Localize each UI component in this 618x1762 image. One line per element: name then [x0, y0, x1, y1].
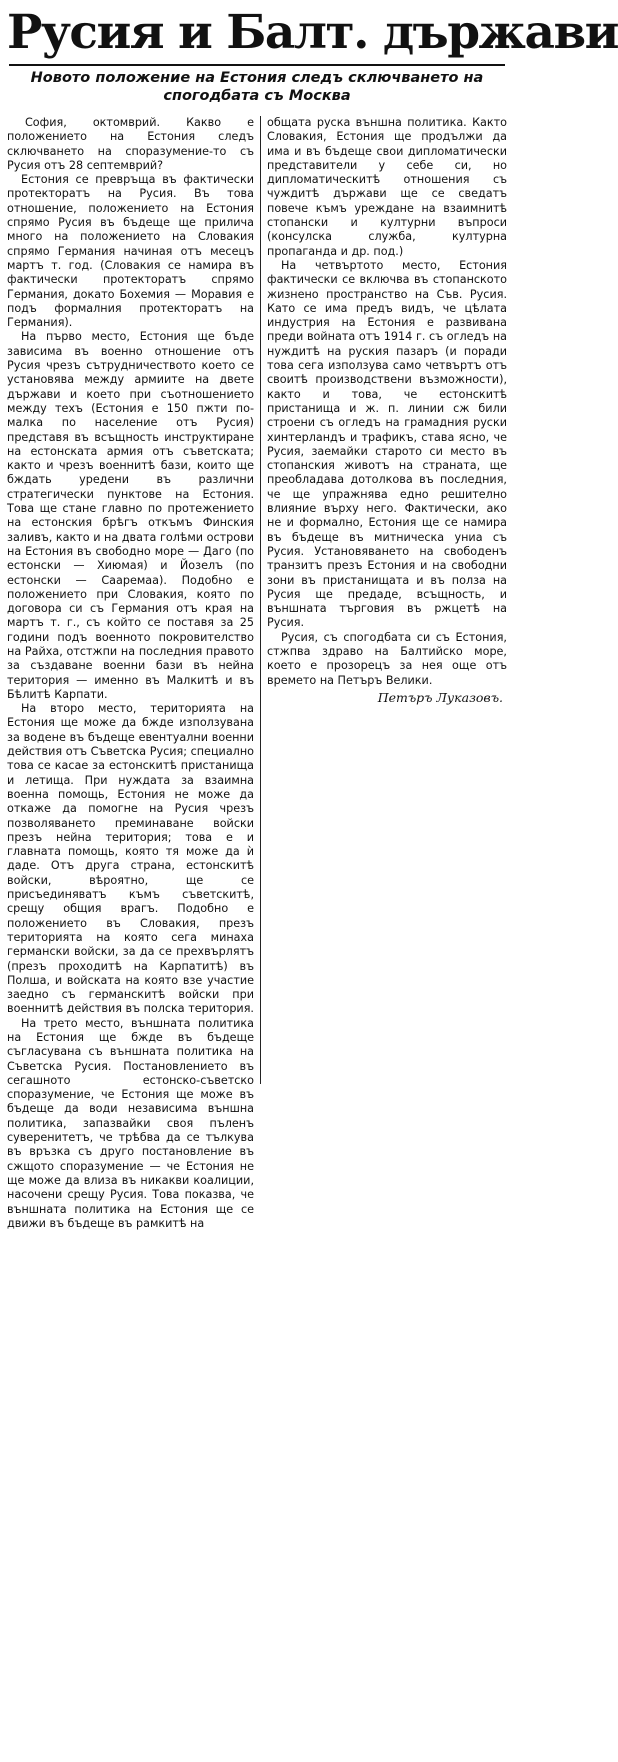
headline-rule — [9, 64, 505, 66]
article-paragraph: общата руска външна политика. Както Словакия, Естония ще продължи да има и въ бъдеще свои дипломатически представители у себе си, но дипломатическитѣ отношения съ чуждитѣ държави ще се сведатъ повече къмъ уреждане на взаимнитѣ стопански и културни въпроси (консулска служба, културна пропаганда и др. под.) — [267, 116, 507, 258]
article-paragraph: На четвъртото место, Естония фактически се включва въ стопанското жизнено пространство на Съв. Русия. Като се има предъ видъ, че цѣлата индустрия на Естония е развивана преди войната отъ 1914 г. съ огледъ на нуждитѣ на руския пазаръ (и поради това сега използува само четвъртъ отъ своитѣ производствени възможности), както и това, че естонскитѣ пристанища и ж. п. линии сж били строени съ огледъ на грамадния руски хинтерландъ и трафикъ, става ясно, че Русия, заемайки старото си место въ стопанския животъ на страната, ще преобладава дотолкова въ последния, че ще упражнява едно решително влияние върху него. Фактически, ако не и формално, Естония ще се намира въ бъдеще въ митническа униа съ Русия. Установяването на свободенъ транзитъ презъ Естония и на свободни зони въ пристанищата и въ полза на Русия ще предаде, всъщность, и външната търговия въ ржцетѣ на Русия. — [267, 258, 507, 630]
right-column — [261, 116, 507, 1758]
left-column — [7, 116, 260, 1758]
article-paragraph: На първо место, Естония ще бъде зависима въ военно отношение отъ Русия чрезъ сътрудничеството което се установява между армиите на двете държави и което при съотношението между техъ (Естония е 150 пжти по-малка по население отъ Русия) представя въ всъщность инструктиране на естонската армия отъ съветската; както и чрезъ военнитѣ бази, които ще бждать уредени въ различни стратегически пунктове на Естония. Това ще стане главно по протежението на естонския брѣгъ откъмъ Финския заливъ, както и на двата голѣми острови на Естония въ свободно море — Даго (по естонски — Хиюмая) и Йозелъ (по естонски — Сааремаа). Подобно е положението при Словакия, която по договора си съ Германия отъ края на мартъ т. г., съ който се поставя за 25 години подъ военното покровителство на Райха, отстжпи на последния правото за създаване военни бази въ нейна територия — именно въ Малкитѣ и въ Бѣлитѣ Карпати. — [7, 330, 254, 701]
author-signature: Петъръ Луказовъ. — [377, 689, 503, 705]
article-paragraph: На трето место, външната политика на Естония ще бжде въ бъдеще съгласувана съ външната политика на Съветска Русия. Постановлението въ сегашното естонско-съветско споразумение, че Естония ще може въ бъдеще да води независима външна политика, запазвайки своя пъленъ суверенитетъ, че трѣбва да се тълкува въ връзка съ друго постановление въ сжщото споразумение — че Естония не ще може да влиза въ никакви коалиции, насочени срещу Русия. Това показва, че външната политика на Естония ще се движи въ бъдеще въ рамкитѣ на — [7, 1016, 254, 1230]
article-body — [7, 116, 507, 1758]
article-paragraph: София, октомврий. Какво е положението на Естония следъ сключването на споразумение-то съ Русия отъ 28 септемврий? — [7, 116, 254, 172]
article-paragraph: На второ место, територията на Естония ще може да бжде използувана за водене въ бъдеще евентуални военни действия отъ Съветска Русия; специално това се касае за естонскитѣ пристанища и летища. При нуждата за взаимна военна помощь, Естония не може да откаже да помогне на Русия чрезъ позволяването преминаване войски презъ нейна територия; това е и главната помощь, която тя може да ѝ даде. Отъ друга страна, естонскитѣ войски, вѣроятно, ще се присъединяватъ къмъ съветскитѣ, срещу общия врагъ. Подобно е положението въ Словакия, презъ територията на която сега минаха германски войски, за да се прехвърлятъ (презъ проходитѣ на Карпатитѣ) въ Полша, и войската на която взе участие заедно съ германскитѣ войски при военнитѣ действия въ полска територия. — [7, 702, 254, 1016]
article-paragraph: Русия, съ спогодбата си съ Естония, стжпва здраво на Балтийско море, което е прозорецъ за нея още отъ времето на Петъръ Велики. — [267, 630, 507, 687]
subheadline: Новото положение на Естония следъ сключването на спогодбата съ Москва — [30, 70, 484, 104]
article-paragraph: Естония се превръща въ фактически протекторатъ на Русия. Въ това отношение, положението на Естония спрямо Русия въ бъдеще ще прилича много на положението на Словакия спрямо Германия начиная отъ месецъ мартъ т. год. (Словакия се намира въ фактически протекторатъ спрямо Германия, докато Бохемия — Моравия е подъ формалния протекторатъ на Германия). — [7, 173, 254, 330]
headline: Русия и Балт. държави — [7, 5, 618, 60]
